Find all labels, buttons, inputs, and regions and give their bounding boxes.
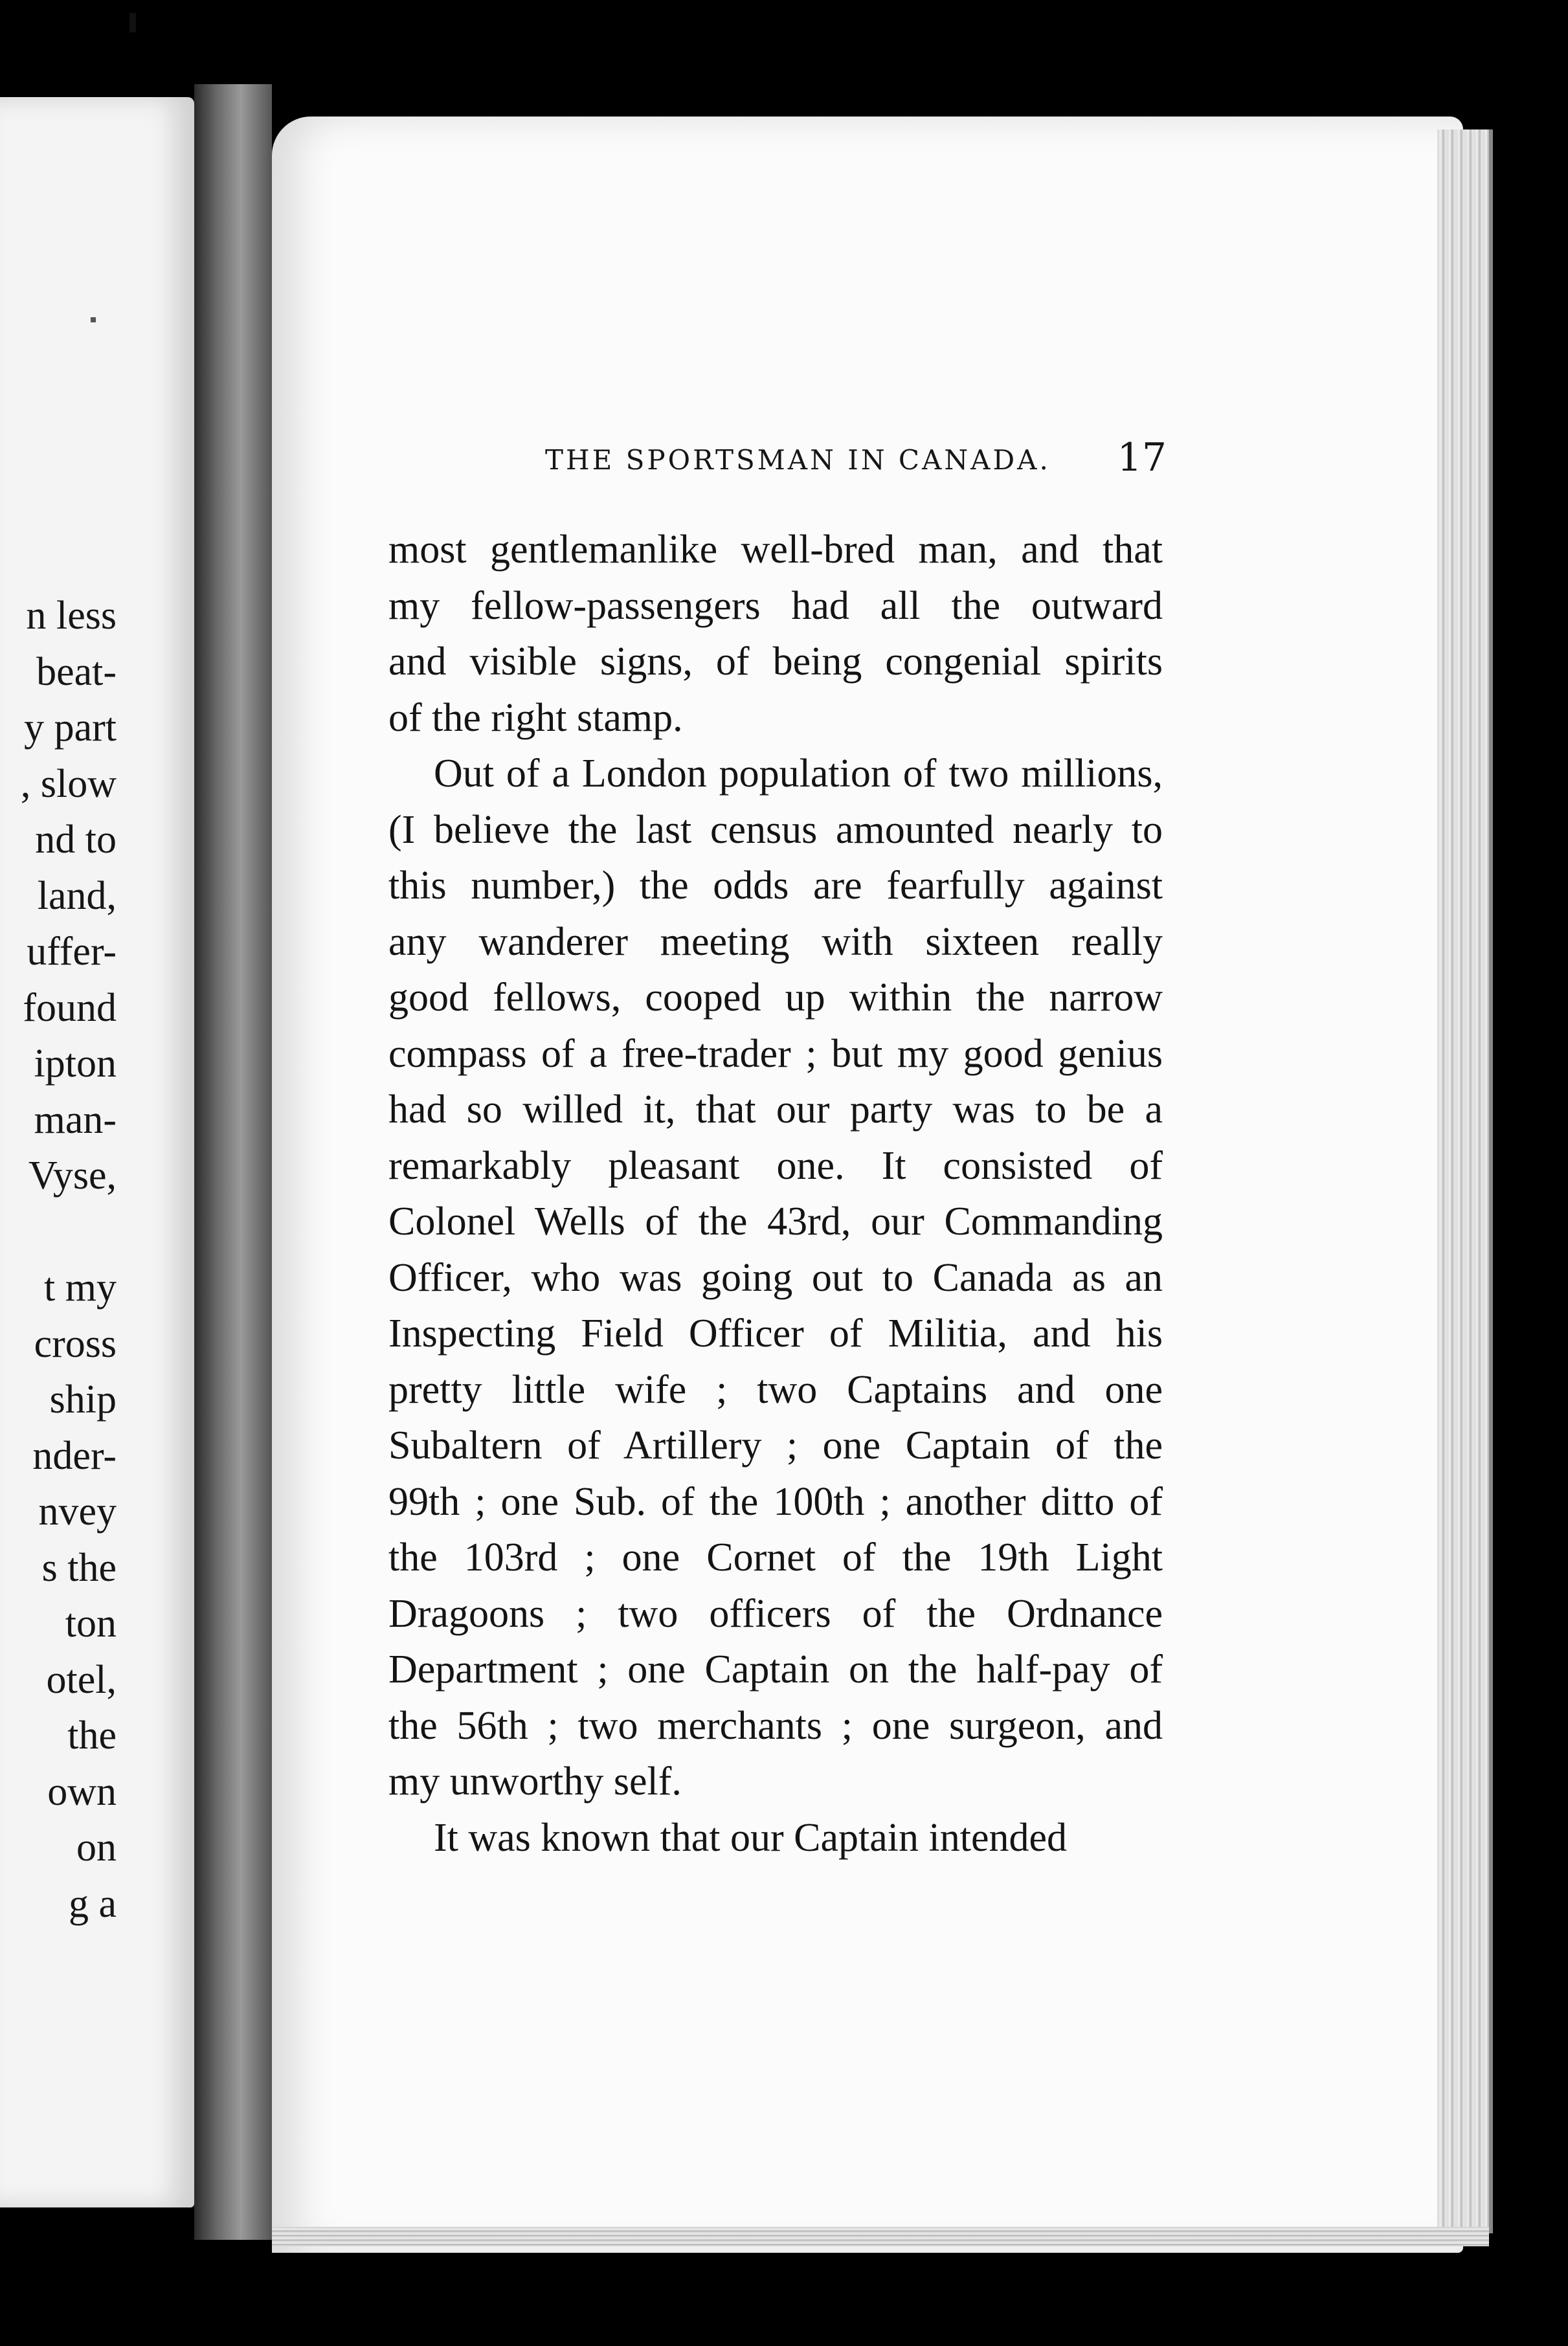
text-line: my fellow-passengers had all the outward	[388, 583, 1163, 628]
facing-page-line: nder-	[32, 1433, 117, 1478]
facing-page	[0, 97, 194, 2207]
facing-page-line: Vyse,	[28, 1154, 117, 1198]
facing-page-line: , slow	[20, 761, 117, 806]
text-line: most gentlemanlike well-bred man, and that	[388, 528, 1163, 572]
facing-page-line: ship	[49, 1378, 117, 1422]
facing-page-line: land,	[37, 873, 117, 918]
facing-page-line: y part	[24, 706, 117, 750]
text-line: Subaltern of Artillery ; one Captain of the	[388, 1424, 1163, 1468]
facing-page-line: s the	[41, 1545, 117, 1590]
facing-page-line: n less	[26, 594, 117, 638]
scan-speck	[91, 317, 96, 322]
text-line: the 56th ; two merchants ; one surgeon, and	[388, 1703, 1163, 1748]
page-edges	[1437, 129, 1493, 2233]
text-line: Out of a London population of two millions,	[434, 752, 1163, 796]
running-head	[545, 435, 1167, 487]
page-bottom-edges	[272, 2227, 1489, 2246]
facing-page-line: the	[67, 1714, 117, 1758]
facing-page-line: own	[47, 1769, 117, 1814]
book-gutter	[194, 84, 272, 2240]
text-line: It was known that our Captain intended	[434, 1815, 1068, 1860]
facing-page-line: uffer-	[27, 930, 117, 974]
text-line: Inspecting Field Officer of Militia, and his	[388, 1312, 1163, 1356]
facing-page-line: found	[23, 985, 117, 1030]
text-line: Colonel Wells of the 43rd, our Commanding	[388, 1200, 1163, 1244]
facing-page-line: nd to	[35, 818, 117, 862]
facing-page-line: cross	[34, 1321, 117, 1366]
text-line: compass of a free-trader ; but my good genius	[388, 1031, 1163, 1076]
text-line: remarkably pleasant one. It consisted of	[388, 1143, 1163, 1188]
body-text	[388, 522, 1163, 1866]
facing-page-text	[0, 588, 117, 1932]
text-line: the 103rd ; one Cornet of the 19th Light	[388, 1536, 1163, 1580]
facing-page-line	[0, 1204, 117, 1260]
facing-page-line: ipton	[34, 1042, 117, 1086]
facing-page-line: otel,	[46, 1657, 117, 1702]
facing-page-line: g a	[68, 1881, 117, 1926]
text-line: of the right stamp.	[388, 695, 683, 740]
text-line: this number,) the odds are fearfully against	[388, 864, 1163, 908]
facing-page-line: on	[76, 1826, 117, 1870]
text-line: my unworthy self.	[388, 1760, 682, 1804]
text-line: (I believe the last census amounted nearly to	[388, 807, 1163, 852]
running-head-title: THE SPORTSMAN IN CANADA.	[545, 444, 1051, 476]
facing-page-line: t my	[44, 1266, 117, 1310]
text-line: Department ; one Captain on the half-pay of	[388, 1648, 1163, 1692]
text-line: Officer, who was going out to Canada as an	[388, 1255, 1163, 1300]
text-line: good fellows, cooped up within the narrow	[388, 976, 1163, 1020]
facing-page-line: ton	[65, 1602, 117, 1646]
facing-page-line: man-	[34, 1097, 117, 1142]
page-number: 17	[1117, 435, 1167, 480]
text-line: any wanderer meeting with sixteen really	[388, 919, 1163, 964]
text-line: pretty little wife ; two Captains and one	[388, 1367, 1163, 1412]
text-line: had so willed it, that our party was to be a	[388, 1088, 1163, 1132]
scan-speck	[129, 13, 136, 32]
text-line: 99th ; one Sub. of the 100th ; another ditto of	[388, 1479, 1163, 1524]
facing-page-line: nvey	[38, 1490, 117, 1534]
text-line: and visible signs, of being congenial spirits	[388, 640, 1163, 684]
facing-page-line: beat-	[36, 649, 117, 694]
text-line: Dragoons ; two officers of the Ordnance	[388, 1591, 1163, 1636]
